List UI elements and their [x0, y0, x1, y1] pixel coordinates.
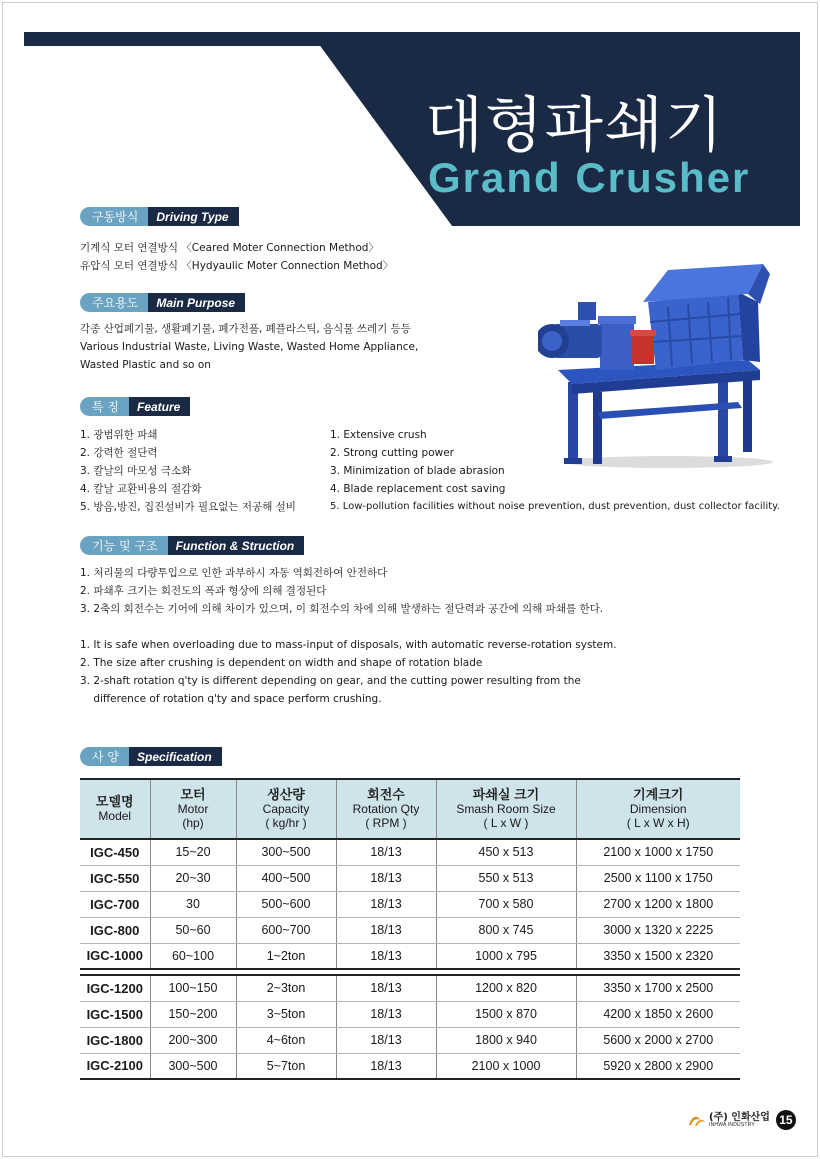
table-row	[80, 917, 740, 943]
table-cell-model: IGC-2100	[80, 1053, 150, 1079]
table-cell-model: IGC-1000	[80, 943, 150, 969]
table-cell: 1000 x 795	[436, 943, 576, 969]
header-unit: (hp)	[182, 816, 204, 830]
main-purpose-line: Various Industrial Waste, Living Waste, Wasted Home Appliance,	[80, 341, 419, 353]
table-cell-model: IGC-700	[80, 891, 150, 917]
table-cell: 18/13	[336, 1001, 436, 1027]
header-en: Rotation Qty	[352, 802, 420, 816]
function-list-ko	[80, 564, 603, 618]
table-cell: 5920 x 2800 x 2900	[576, 1053, 740, 1079]
header-unit: ( L x W )	[483, 816, 529, 830]
feature-item-ko: 1. 광범위한 파쇄	[80, 429, 158, 441]
table-cell: 600~700	[236, 917, 336, 943]
table-cell: 3350 x 1700 x 2500	[576, 975, 740, 1001]
page-title-english: Grand Crusher	[428, 154, 751, 201]
table-cell: 300~500	[236, 839, 336, 865]
table-cell: 18/13	[336, 891, 436, 917]
table-cell: 400~500	[236, 865, 336, 891]
table-cell: 300~500	[150, 1053, 236, 1079]
section-tag-feature	[80, 397, 190, 416]
header-ko: 생산량	[267, 787, 305, 802]
header-ko: 회전수	[367, 787, 405, 802]
table-cell: 18/13	[336, 865, 436, 891]
specification-table	[80, 778, 740, 1080]
table-cell: 150~200	[150, 1001, 236, 1027]
section-tag-main-purpose	[80, 293, 245, 312]
section-tag-en: Feature	[129, 397, 190, 416]
table-cell: 2700 x 1200 x 1800	[576, 891, 740, 917]
table-cell: 550 x 513	[436, 865, 576, 891]
header-en: Model	[98, 809, 132, 823]
table-cell: 2100 x 1000 x 1750	[576, 839, 740, 865]
table-cell: 18/13	[336, 975, 436, 1001]
table-cell: 20~30	[150, 865, 236, 891]
section-tag-en: Driving Type	[148, 207, 238, 226]
table-row	[80, 1053, 740, 1079]
table-cell: 1500 x 870	[436, 1001, 576, 1027]
table-cell: 1~2ton	[236, 943, 336, 969]
feature-item-en: 1. Extensive crush	[330, 429, 427, 441]
header-smash-room	[436, 779, 576, 839]
section-tag-ko: 기능 및 구조	[80, 536, 168, 555]
header-en: Smash Room Size	[456, 802, 556, 816]
table-row	[80, 943, 740, 969]
feature-item-en: 2. Strong cutting power	[330, 447, 454, 459]
table-body	[80, 839, 740, 1079]
header-unit: ( RPM )	[365, 816, 407, 830]
function-item-en: 2. The size after crushing is dependent on width and shape of rotation blade	[80, 657, 483, 669]
section-tag-en: Function & Struction	[168, 536, 305, 555]
table-cell: 5~7ton	[236, 1053, 336, 1079]
table-cell: 2100 x 1000	[436, 1053, 576, 1079]
function-item-en: 3. 2-shaft rotation q'ty is different depending on gear, and the cutting power resulting from the	[80, 675, 581, 687]
header-en: Capacity	[262, 802, 310, 816]
section-tag-driving-type	[80, 207, 239, 226]
table-cell: 50~60	[150, 917, 236, 943]
table-cell: 800 x 745	[436, 917, 576, 943]
function-item-ko: 1. 처리물의 다량투입으로 인한 과부하시 자동 역회전하여 안전하다	[80, 567, 388, 579]
section-tag-function	[80, 536, 304, 555]
table-row	[80, 1027, 740, 1053]
table-cell: 18/13	[336, 1053, 436, 1079]
function-item-en: 1. It is safe when overloading due to mass-input of disposals, with automatic reverse-rotation system.	[80, 639, 617, 651]
feature-item-en: 3. Minimization of blade abrasion	[330, 465, 505, 477]
feature-item-ko: 3. 칼날의 마모성 극소화	[80, 465, 192, 477]
table-cell: 15~20	[150, 839, 236, 865]
header-en: Motor	[177, 802, 209, 816]
section-tag-ko: 사 양	[80, 747, 129, 766]
header-capacity	[236, 779, 336, 839]
table-cell: 2~3ton	[236, 975, 336, 1001]
table-cell-model: IGC-550	[80, 865, 150, 891]
header-unit: ( kg/hr )	[265, 816, 307, 830]
table-row	[80, 839, 740, 865]
table-row	[80, 975, 740, 1001]
function-item-en: difference of rotation q'ty and space perform crushing.	[80, 693, 382, 705]
table-cell: 60~100	[150, 943, 236, 969]
header-ko: 모터	[180, 787, 206, 802]
table-header-row	[80, 779, 740, 839]
table-cell: 4~6ton	[236, 1027, 336, 1053]
table-cell: 1200 x 820	[436, 975, 576, 1001]
table-row	[80, 891, 740, 917]
table-cell: 4200 x 1850 x 2600	[576, 1001, 740, 1027]
table-cell: 5600 x 2000 x 2700	[576, 1027, 740, 1053]
driving-type-line: 기계식 모터 연결방식 〈Ceared Moter Connection Method〉	[80, 242, 379, 254]
table-cell: 18/13	[336, 839, 436, 865]
company-name: (주) 인화산업	[709, 1111, 770, 1123]
feature-item-en: 5. Low-pollution facilities without noise prevention, dust prevention, dust collector facility.	[330, 501, 780, 512]
table-cell: 2500 x 1100 x 1750	[576, 865, 740, 891]
company-name-en: INHWA INDUSTRY	[709, 1121, 755, 1128]
header-ko: 모델명	[95, 794, 134, 809]
header-unit: ( L x W x H)	[626, 816, 690, 830]
page-title-korean: 대형파쇄기	[425, 91, 725, 161]
main-purpose-line: Wasted Plastic and so on	[80, 359, 211, 371]
table-cell: 18/13	[336, 1027, 436, 1053]
company-mark-icon	[688, 1113, 706, 1127]
table-cell-model: IGC-1200	[80, 975, 150, 1001]
table-cell-model: IGC-1800	[80, 1027, 150, 1053]
section-tag-ko: 구동방식	[80, 207, 148, 226]
feature-list-en	[330, 426, 780, 516]
header-ko: 기계크기	[633, 787, 684, 802]
table-cell: 1800 x 940	[436, 1027, 576, 1053]
table-row	[80, 865, 740, 891]
page-number: 15	[776, 1110, 796, 1130]
table-cell: 700 x 580	[436, 891, 576, 917]
table-cell-model: IGC-450	[80, 839, 150, 865]
section-tag-ko: 주요용도	[80, 293, 148, 312]
table-cell: 200~300	[150, 1027, 236, 1053]
driving-type-line: 유압식 모터 연결방식 〈Hydyaulic Moter Connection Method〉	[80, 260, 394, 272]
feature-item-ko: 2. 강력한 절단력	[80, 447, 158, 459]
function-list-en	[80, 636, 617, 708]
header-dimension	[576, 779, 740, 839]
table-cell: 18/13	[336, 943, 436, 969]
header-motor	[150, 779, 236, 839]
driving-type-text	[80, 239, 393, 275]
feature-list-ko	[80, 426, 296, 516]
table-cell-model: IGC-800	[80, 917, 150, 943]
table-cell: 3350 x 1500 x 2320	[576, 943, 740, 969]
header-en: Dimension	[629, 802, 687, 816]
feature-item-ko: 4. 칼날 교환비용의 절감화	[80, 483, 202, 495]
company-logo	[688, 1110, 796, 1130]
section-tag-specification	[80, 747, 222, 766]
section-tag-ko: 특 징	[80, 397, 129, 416]
feature-item-ko: 5. 방음,방진, 집진설비가 필요없는 저공해 설비	[80, 501, 296, 513]
header-model	[80, 779, 150, 839]
feature-item-en: 4. Blade replacement cost saving	[330, 483, 506, 495]
table-cell-model: IGC-1500	[80, 1001, 150, 1027]
table-cell: 3000 x 1320 x 2225	[576, 917, 740, 943]
function-item-ko: 3. 2축의 회전수는 기어에 의해 차이가 있으며, 이 회전수의 차에 의해 발생하는 절단력과 공간에 의해 파쇄를 한다.	[80, 603, 604, 615]
main-purpose-text	[80, 320, 418, 374]
main-purpose-line: 각종 산업폐기물, 생활폐기물, 폐가전품, 폐플라스틱, 음식물 쓰레기 등등	[80, 323, 411, 335]
table-cell: 500~600	[236, 891, 336, 917]
table-cell: 30	[150, 891, 236, 917]
header-rotation	[336, 779, 436, 839]
section-tag-en: Main Purpose	[148, 293, 245, 312]
table-row	[80, 1001, 740, 1027]
table-cell: 450 x 513	[436, 839, 576, 865]
table-cell: 3~5ton	[236, 1001, 336, 1027]
function-item-ko: 2. 파쇄후 크기는 회전도의 폭과 형상에 의해 결정된다	[80, 585, 327, 597]
header-ko: 파쇄실 크기	[472, 787, 540, 802]
table-cell: 100~150	[150, 975, 236, 1001]
table-cell: 18/13	[336, 917, 436, 943]
section-tag-en: Specification	[129, 747, 222, 766]
